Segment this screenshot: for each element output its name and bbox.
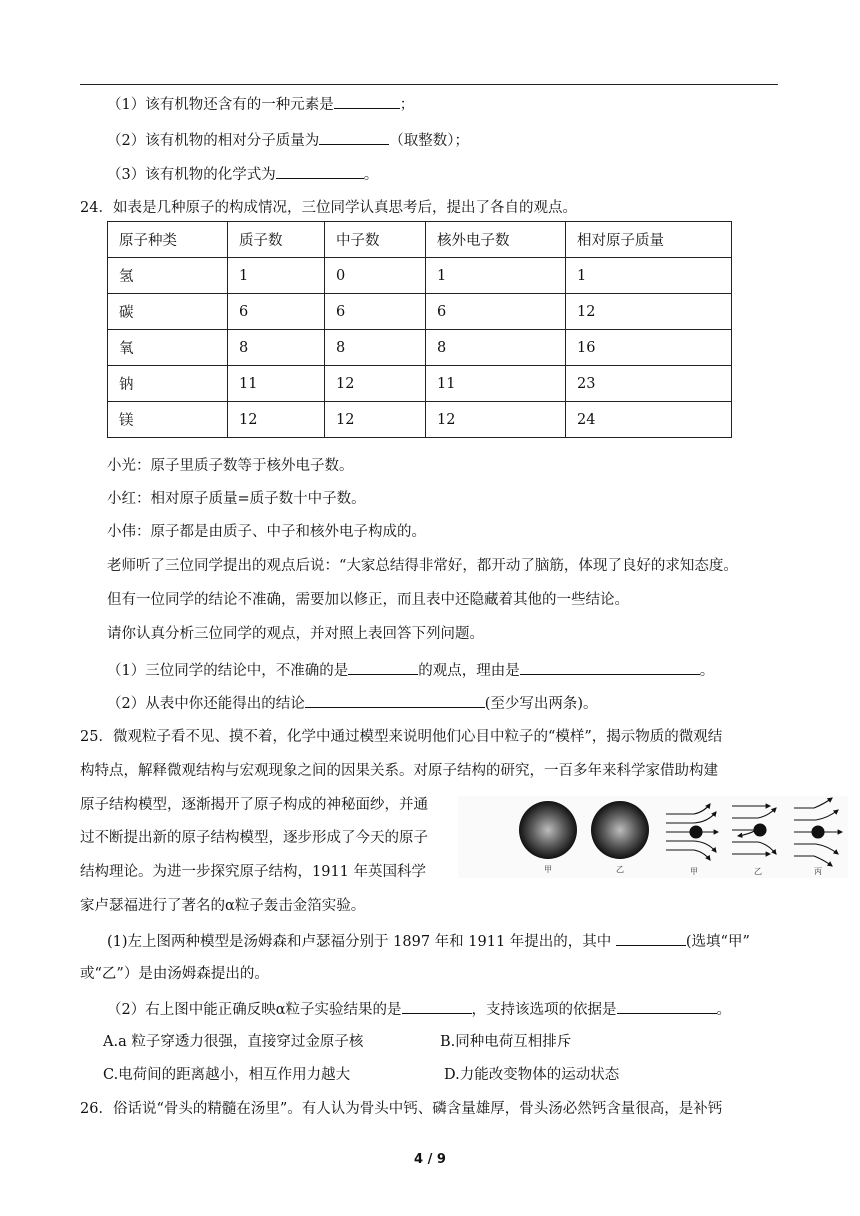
q23-sub3 (107, 163, 378, 185)
option-d[interactable]: D.力能改变物体的运动状态 (444, 1067, 620, 1083)
q24-sub1-mid: 的观点，理由是 (418, 663, 520, 679)
q25-sub2-end: 。 (716, 1002, 732, 1018)
option-b[interactable]: B.同种电荷互相排斥 (440, 1034, 572, 1050)
q25-stem-1: 25．微观粒子看不见、摸不着，化学中通过模型来说明他们心目中粒子的“模样”，揭示物质的微观结 (80, 729, 723, 745)
table-cell: 0 (325, 258, 426, 294)
table-cell: 钠 (108, 366, 228, 402)
table-cell: 碳 (108, 294, 228, 330)
q25-stem-6: 家卢瑟福进行了著名的α粒子轰击金箔实验。 (80, 898, 366, 914)
q25-sub1-blank[interactable] (616, 930, 686, 946)
teacher-comment-2: 但有一位同学的结论不准确，需要加以修正，而且表中还隐藏着其他的一些结论。 (107, 592, 629, 608)
q23-sub1-end: ； (399, 97, 415, 113)
table-cell: 8 (426, 330, 566, 366)
header-rule (80, 84, 778, 85)
q24-stem: 24．如表是几种原子的构成情况，三位同学认真思考后，提出了各自的观点。 (80, 200, 577, 216)
label-scatter-a: 甲 (690, 867, 698, 876)
q24-sub1-text: （1）三位同学的结论中，不准确的是 (107, 663, 349, 679)
table-header-cell: 中子数 (325, 222, 426, 258)
q25-sub1 (107, 930, 750, 952)
q23-sub3-blank[interactable] (276, 163, 364, 179)
q24-sub2 (107, 692, 598, 714)
page-number: 4 / 9 (414, 1152, 446, 1167)
table-cell: 12 (426, 402, 566, 438)
q25-stem-3: 原子结构模型，逐渐揭开了原子构成的神秘面纱，并通 (80, 797, 428, 813)
q23-sub1-blank[interactable] (334, 93, 400, 109)
xiaowei-view: 小伟：原子都是由质子、中子和核外电子构成的。 (107, 524, 426, 540)
q24-sub1-end: 。 (699, 663, 715, 679)
table-header-cell: 质子数 (228, 222, 325, 258)
table-cell: 1 (566, 258, 732, 294)
table-cell: 8 (325, 330, 426, 366)
q24-sub1-blank-2[interactable] (520, 659, 700, 675)
label-scatter-b: 乙 (754, 867, 762, 876)
table-cell: 23 (566, 366, 732, 402)
q24-sub1 (107, 659, 714, 681)
q24-sub2-end: (至少写出两条)。 (484, 696, 598, 712)
table-cell: 氢 (108, 258, 228, 294)
label-rutherford: 乙 (616, 865, 624, 874)
table-cell: 6 (426, 294, 566, 330)
q23-sub1-text: （1）该有机物还含有的一种元素是 (107, 97, 334, 113)
table-cell: 12 (228, 402, 325, 438)
q23-sub1 (107, 93, 414, 115)
q23-sub2-blank[interactable] (319, 129, 389, 145)
table-header-cell: 原子种类 (108, 222, 228, 258)
table-cell: 1 (426, 258, 566, 294)
q23-sub2-text: （2）该有机物的相对分子质量为 (107, 133, 320, 149)
q25-sub2-blank-1[interactable] (402, 998, 472, 1014)
thomson-model-icon (519, 801, 577, 859)
atom-table (107, 221, 732, 438)
xiaoguang-view: 小光：原子里质子数等于核外电子数。 (107, 458, 354, 474)
q24-sub1-blank-1[interactable] (348, 659, 418, 675)
table-header-cell: 相对原子质量 (566, 222, 732, 258)
table-row (108, 402, 732, 438)
q25-sub1-text: (1)左上图两种模型是汤姆森和卢瑟福分别于 1897 年和 1911 年提出的，其中 (107, 934, 612, 950)
table-cell: 6 (228, 294, 325, 330)
rutherford-model-icon (591, 801, 649, 859)
q23-sub2 (107, 129, 469, 151)
label-thomson: 甲 (544, 865, 552, 874)
table-row (108, 330, 732, 366)
table-cell: 12 (325, 366, 426, 402)
atom-model-figure (458, 796, 848, 878)
table-header-row (108, 222, 732, 258)
q24-sub2-text: （2）从表中你还能得出的结论 (107, 696, 305, 712)
table-row (108, 294, 732, 330)
option-a[interactable]: A.a 粒子穿透力很强，直接穿过金原子核 (103, 1034, 364, 1050)
q25-sub2-text: （2）右上图中能正确反映α粒子实验结果的是 (107, 1002, 402, 1018)
q25-sub1-choice: (选填“甲” (685, 934, 750, 950)
q23-sub2-end: （取整数）； (389, 133, 469, 149)
option-c[interactable]: C.电荷间的距离越小，相互作用力越大 (103, 1067, 351, 1083)
table-row (108, 366, 732, 402)
table-cell: 氧 (108, 330, 228, 366)
q25-stem-4: 过不断提出新的原子结构模型，逐步形成了今天的原子 (80, 830, 428, 846)
q23-sub3-end: 。 (363, 167, 379, 183)
table-cell: 12 (566, 294, 732, 330)
table-cell: 8 (228, 330, 325, 366)
table-cell: 1 (228, 258, 325, 294)
table-cell: 11 (228, 366, 325, 402)
table-cell: 16 (566, 330, 732, 366)
q25-sub1-cont: 或“乙”）是由汤姆森提出的。 (80, 966, 269, 982)
table-cell: 12 (325, 402, 426, 438)
table-cell: 24 (566, 402, 732, 438)
table-row (108, 258, 732, 294)
label-scatter-c: 丙 (814, 867, 822, 876)
table-cell: 11 (426, 366, 566, 402)
q25-sub2 (107, 998, 731, 1020)
table-cell: 镁 (108, 402, 228, 438)
q24-instruction: 请你认真分析三位同学的观点，并对照上表回答下列问题。 (107, 626, 484, 642)
q24-sub2-blank[interactable] (305, 692, 485, 708)
teacher-comment-1: 老师听了三位同学提出的观点后说：“大家总结得非常好，都开动了脑筋，体现了良好的求知态度。 (107, 558, 738, 574)
q26-stem: 26．俗话说“骨头的精髓在汤里”。有人认为骨头中钙、磷含量雄厚，骨头汤必然钙含量很高，是补钙 (80, 1101, 723, 1117)
q25-stem-2: 构特点，解释微观结构与宏观现象之间的因果关系。对原子结构的研究，一百多年来科学家借助构建 (80, 763, 718, 779)
xiaohong-view: 小红：相对原子质量=质子数十中子数。 (107, 491, 366, 507)
table-cell: 6 (325, 294, 426, 330)
q25-sub2-blank-2[interactable] (617, 998, 717, 1014)
q25-sub2-mid: ，支持该选项的依据是 (471, 1002, 617, 1018)
q25-stem-5: 结构理论。为进一步探究原子结构，1911 年英国科学 (80, 864, 427, 880)
q23-sub3-text: （3）该有机物的化学式为 (107, 167, 276, 183)
table-header-cell: 核外电子数 (426, 222, 566, 258)
